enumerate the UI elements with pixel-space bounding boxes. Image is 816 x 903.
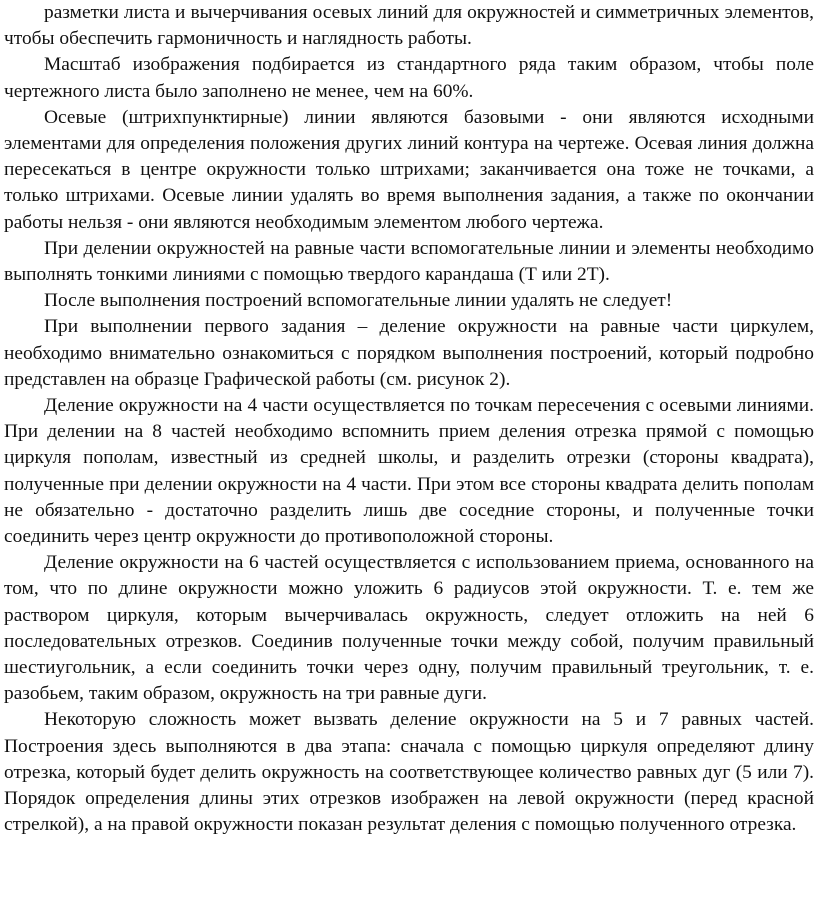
paragraph-division-6: Деление окружности на 6 частей осуществляется с использованием приема, основанного на том, что по длине окружности можно уложить 6 радиусов этой окружности. Т. е. тем же раствором циркуля, которым вычерчивалась окружность, следует отложить на ней 6 последовательных отрезков. Соединив полученные точки между собой, получим правильный шестиугольник, а если соединить точки через одну, получим правильный треугольник, т. е. разобьем, таким образом, окружность на три равные дуги.	[4, 552, 814, 705]
paragraph-axis-lines: Осевые (штрихпунктирные) линии являются базовыми - они являются исходными элементами для определения положения других линий контура на чертеже. Осевая линия должна пересекаться в центре окружности только штрихами; заканчивается она тоже не точками, а только штрихами. Осевые линии удалять во время выполнения задания, а также по окончании работы нельзя - они являются необходимым элементом любого чертежа.	[4, 106, 814, 233]
paragraph-continuation: разметки листа и вычерчивания осевых линий для окружностей и симметричных элементов, чтобы обеспечить гармоничность и наглядность работы.	[4, 2, 814, 50]
paragraph-do-not-delete: После выполнения построений вспомогательные линии удалять не следует!	[44, 290, 673, 312]
paragraph-scale: Масштаб изображения подбирается из стандартного ряда таким образом, чтобы поле чертежного листа было заполнено не менее, чем на 60%.	[4, 54, 814, 102]
paragraph-division-4-8: Деление окружности на 4 части осуществляется по точкам пересечения с осевыми линиями. При делении на 8 частей необходимо вспомнить прием деления отрезка прямой с помощью циркуля пополам, известный из средней школы, и разделить отрезки (стороны квадрата), полученные при делении окружности на 4 части. При этом все стороны квадрата делить пополам не обязательно - достаточно разделить лишь две соседние стороны, и полученные точки соединить через центр окружности до противоположной стороны.	[4, 395, 814, 548]
paragraph-division-5-7: Некоторую сложность может вызвать деление окружности на 5 и 7 равных частей. Построения здесь выполняются в два этапа: сначала с помощью циркуля определяют длину отрезка, который будет делить окружность на соответствующее количество равных дуг (5 или 7). Порядок определения длины этих отрезков изображен на левой окружности (перед красной стрелкой), а на правой окружности показан результат деления с помощью полученного отрезка.	[4, 709, 814, 836]
paragraph-first-task: При выполнении первого задания – деление окружности на равные части циркулем, необходимо внимательно ознакомиться с порядком выполнения построений, который подробно представлен на образце Графической работы (см. рисунок 2).	[4, 316, 814, 390]
paragraph-auxiliary-lines: При делении окружностей на равные части вспомогательные линии и элементы необходимо выполнять тонкими линиями с помощью твердого карандаша (Т или 2Т).	[4, 237, 814, 286]
document-body	[4, 0, 814, 839]
